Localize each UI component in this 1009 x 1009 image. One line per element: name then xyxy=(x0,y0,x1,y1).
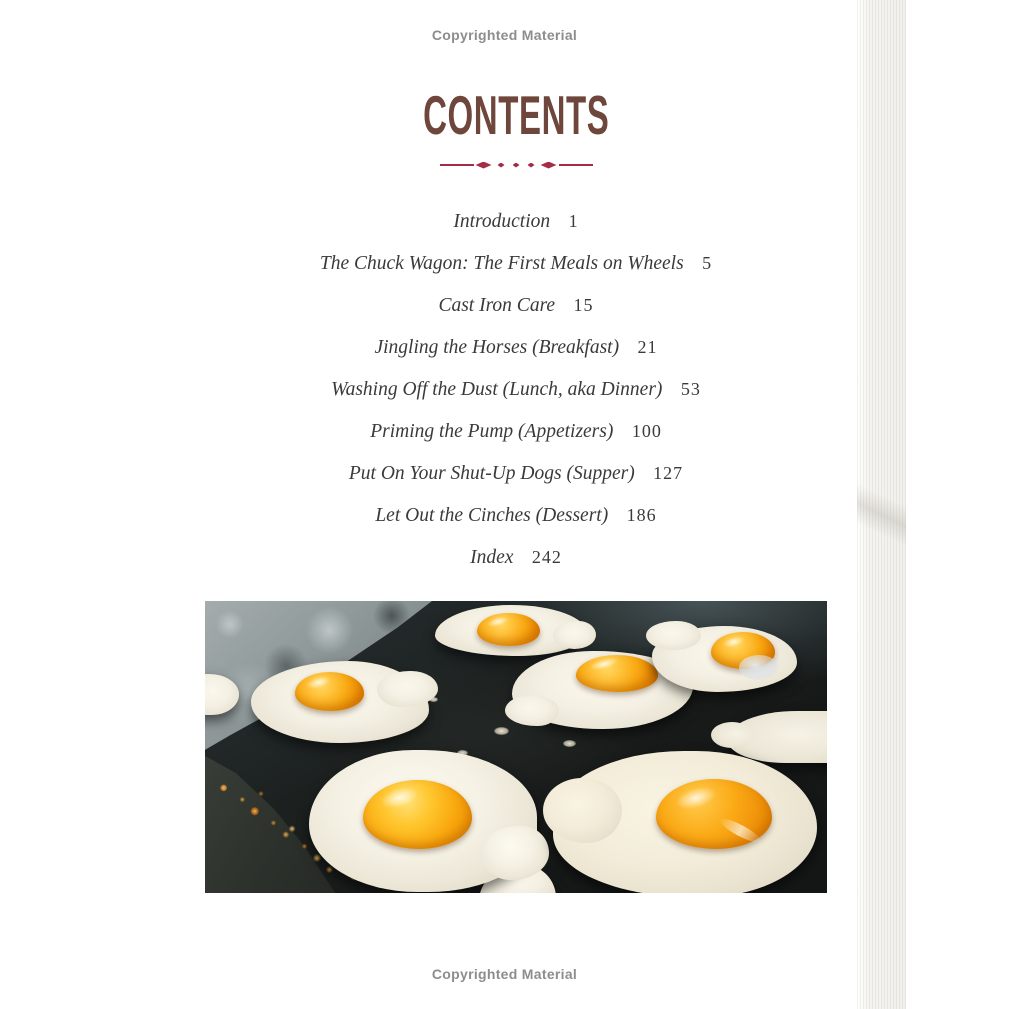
toc-entry-title: Introduction xyxy=(453,211,551,232)
divider-dot xyxy=(513,163,520,168)
toc-entry-title: Let Out the Cinches (Dessert) xyxy=(375,505,609,526)
toc-entry-title: Washing Off the Dust (Lunch, aka Dinner) xyxy=(331,379,663,400)
fried-egg-bottom-right xyxy=(553,751,817,893)
divider-diamond-left xyxy=(476,162,492,169)
toc-entry xyxy=(205,536,827,578)
toc-entry-title: The Chuck Wagon: The First Meals on Wheels xyxy=(319,253,684,274)
toc-entry xyxy=(205,410,827,452)
toc-entry-page: 1 xyxy=(568,211,579,231)
ornamental-divider xyxy=(205,160,827,170)
toc-entry xyxy=(205,200,827,242)
toc-entry xyxy=(205,494,827,536)
pan-crumb xyxy=(494,727,509,735)
fried-egg-top-center xyxy=(435,605,587,656)
toc-entry-page: 21 xyxy=(637,337,658,357)
egg-yolk xyxy=(477,613,539,647)
toc-entry-page: 242 xyxy=(531,547,562,567)
toc-entry xyxy=(205,368,827,410)
toc-entry-page: 15 xyxy=(573,295,594,315)
toc-entry-page: 5 xyxy=(702,253,713,273)
fried-egg-bottom-left xyxy=(309,750,537,892)
toc-entry xyxy=(205,452,827,494)
title-block xyxy=(205,84,827,146)
divider-dot xyxy=(498,163,505,168)
toc-entry xyxy=(205,284,827,326)
egg-white-gloss xyxy=(739,655,779,680)
toc-entry-title: Priming the Pump (Appetizers) xyxy=(370,421,614,442)
egg-yolk xyxy=(656,779,772,849)
toc-entry-page: 186 xyxy=(626,505,657,525)
toc-entry-page: 53 xyxy=(680,379,701,399)
egg-white-fragment-left xyxy=(205,674,239,715)
fried-egg-top-right xyxy=(652,626,796,692)
egg-yolk xyxy=(576,655,658,692)
toc-entry-page: 100 xyxy=(631,421,662,441)
table-of-contents xyxy=(205,200,827,578)
egg-white xyxy=(205,674,239,715)
page-title: CONTENTS xyxy=(422,84,610,146)
toc-entry-title: Index xyxy=(470,547,514,568)
eggs-photo xyxy=(205,601,827,893)
fried-egg-left xyxy=(251,661,429,743)
book-fore-edge-texture xyxy=(857,0,906,1009)
divider-diamond-right xyxy=(541,162,557,169)
copyright-notice-bottom: Copyrighted Material xyxy=(431,966,578,982)
toc-entry xyxy=(205,326,827,368)
divider-dot xyxy=(528,163,535,168)
divider-line-right xyxy=(559,164,593,166)
divider-line-left xyxy=(440,164,474,166)
egg-yolk xyxy=(363,780,472,849)
egg-yolk xyxy=(295,672,364,710)
toc-entry-page: 127 xyxy=(653,463,684,483)
copyright-notice-top: Copyrighted Material xyxy=(431,27,578,43)
toc-entry-title: Cast Iron Care xyxy=(438,295,556,316)
pan-crumb xyxy=(563,740,576,747)
toc-entry xyxy=(205,242,827,284)
toc-entry-title: Put On Your Shut-Up Dogs (Supper) xyxy=(348,463,635,484)
toc-entry-title: Jingling the Horses (Breakfast) xyxy=(374,337,620,358)
